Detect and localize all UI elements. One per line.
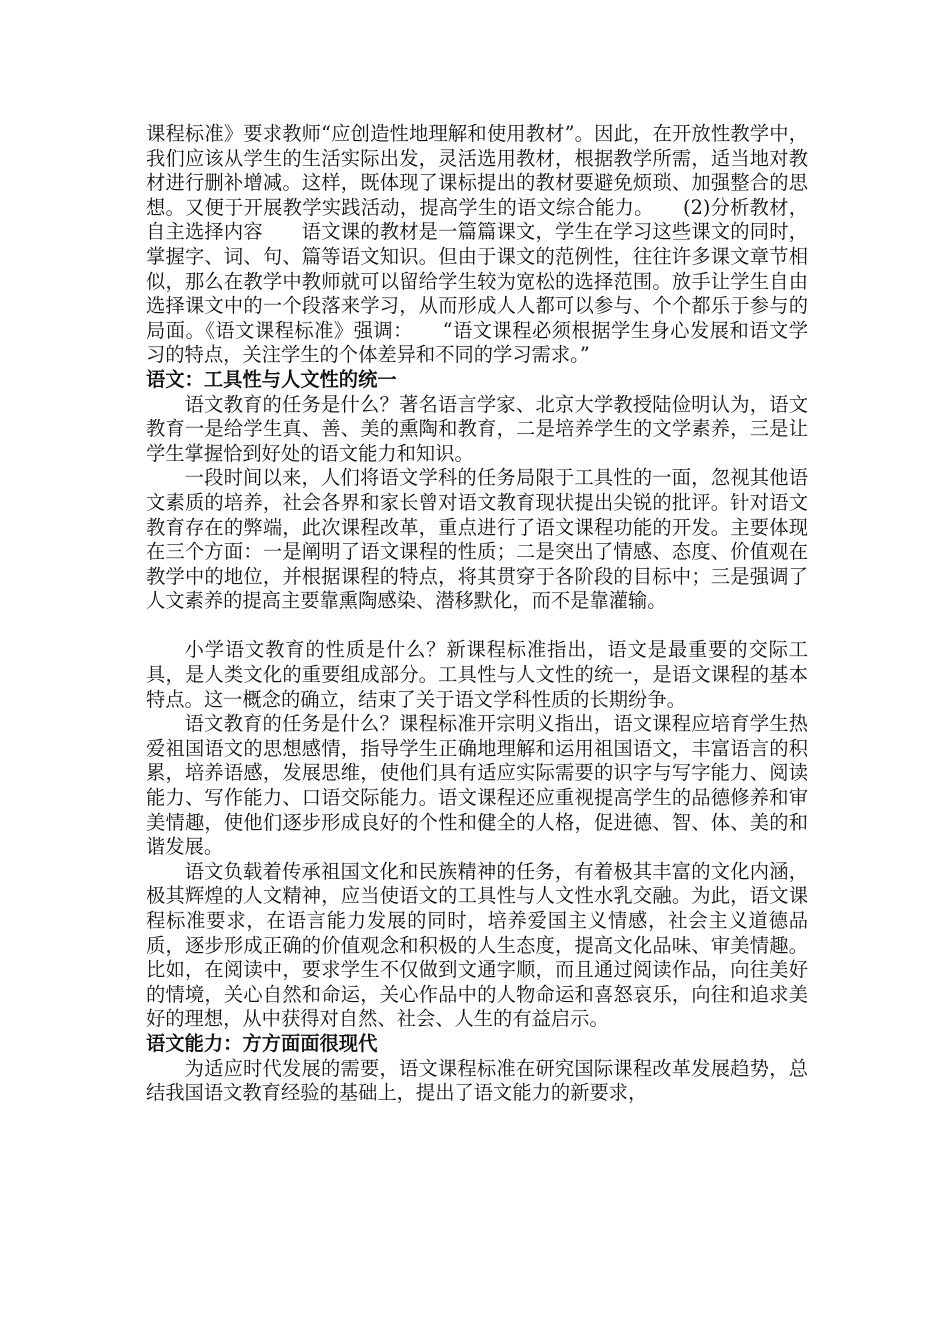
- document-page: [146, 122, 808, 1106]
- section-heading-modern-ability: 语文能力：方方面面很现代: [146, 1031, 378, 1055]
- paragraph-task-lu-jianming: 语文教育的任务是什么？著名语言学家、北京大学教授陆俭明认为，语文教育一是给学生真、善、美的熏陶和教育，二是培养学生的文学素养，三是让学生掌握恰到好处的语文能力和知识。: [146, 392, 808, 465]
- section-heading-tool-humanity: 语文：工具性与人文性的统一: [146, 367, 397, 391]
- paragraph-new-requirements: 为适应时代发展的需要，语文课程标准在研究国际课程改革发展趋势，总结我国语文教育经验的基础上，提出了语文能力的新要求，: [146, 1056, 808, 1105]
- paragraph-task-of-chinese: 语文教育的任务是什么？课程标准开宗明义指出，语文课程应培育学生热爱祖国语文的思想感情，指导学生正确地理解和运用祖国语文，丰富语言的积累，培养语感，发展思维，使他们具有适应实际需要的识字与写字能力、阅读能力、写作能力、口语交际能力。语文课程还应重视提高学生的品德修养和审美情趣，使他们逐步形成良好的个性和健全的人格，促进德、智、体、美的和谐发展。: [146, 712, 808, 859]
- paragraph-reform-functions: 一段时间以来，人们将语文学科的任务局限于工具性的一面，忽视其他语文素质的培养，社会各界和家长曾对语文教育现状提出尖锐的批评。针对语文教育存在的弊端，此次课程改革，重点进行了语文课程功能的开发。主要体现在三个方面：一是阐明了语文课程的性质；二是突出了情感、态度、价值观在教学中的地位，并根据课程的特点，将其贯穿于各阶段的目标中；三是强调了人文素养的提高主要靠熏陶感染、潜移默化，而不是靠灌输。: [146, 466, 808, 613]
- paragraph-culture-heritage: 语文负载着传承祖国文化和民族精神的任务，有着极其丰富的文化内涵，极其辉煌的人文精神，应当使语文的工具性与人文性水乳交融。为此，语文课程标准要求，在语言能力发展的同时，培养爱国主义情感，社会主义道德品质，逐步形成正确的价值观念和积极的人生态度，提高文化品味、审美情趣。比如，在阅读中，要求学生不仅做到文通字顺，而且通过阅读作品，向往美好的情境，关心自然和命运，关心作品中的人物命运和喜怒哀乐，向往和追求美好的理想，从中获得对自然、社会、人生的有益启示。: [146, 859, 808, 1031]
- blank-line: [146, 614, 808, 639]
- paragraph-nature-of-chinese: 小学语文教育的性质是什么？新课程标准指出，语文是最重要的交际工具，是人类文化的重要组成部分。工具性与人文性的统一，是语文课程的基本特点。这一概念的确立，结束了关于语文学科性质的长期纷争。: [146, 638, 808, 711]
- paragraph-curriculum-standard: 课程标准》要求教师“应创造性地理解和使用教材”。因此，在开放性教学中，我们应该从学生的生活实际出发，灵活选用教材，根据教学所需，适当地对教材进行删补增减。这样，既体现了课标提出的教材要避免烦琐、加强整合的思想。又便于开展教学实践活动，提高学生的语文综合能力。 (2)分析教材，自主选择内容 语文课的教材是一篇篇课文，学生在学习这些课文的同时，掌握字、词、句、篇等语文知识。但由于课文的范例性，往往许多课文章节相似，那么在教学中教师就可以留给学生较为宽松的选择范围。放手让学生自由选择课文中的一个段落来学习，从而形成人人都可以参与、个个都乐于参与的局面。《语文课程标准》强调： “语文课程必须根据学生身心发展和语文学习的特点，关注学生的个体差异和不同的学习需求。”: [146, 122, 808, 367]
